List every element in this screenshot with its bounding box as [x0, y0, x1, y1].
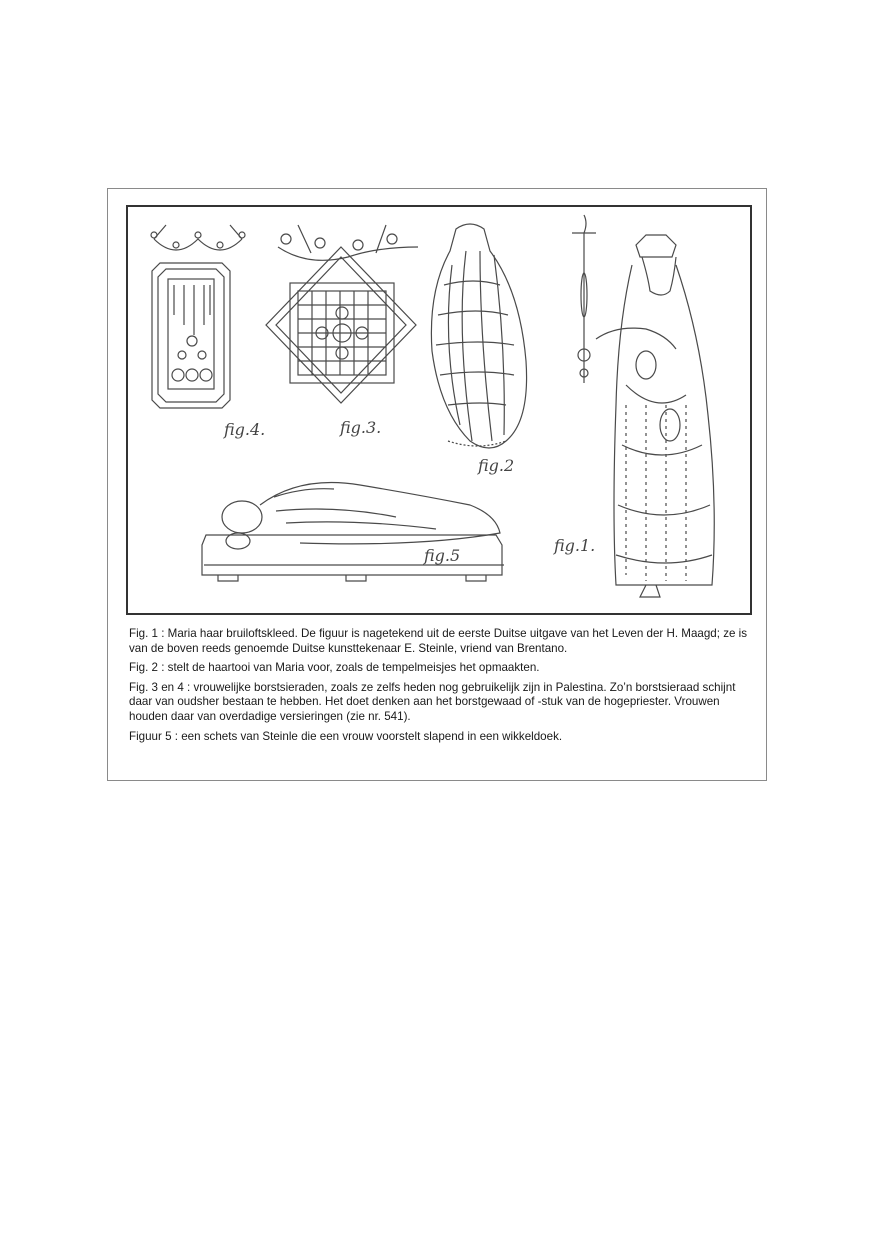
fig3-breastplate-drawing: [266, 225, 418, 437]
caption-fig5: Figuur 5 : een schets van Steinle die een vrouw voorstelt slapend in een wikkeldoek.: [129, 729, 563, 743]
fig4-pendant-drawing: [151, 225, 265, 439]
caption-fig3-4: Fig. 3 en 4 : vrouwelijke borstsieraden, zoals ze zelfs heden nog gebruikelijk zijn in Palestina. Zo’n borstsieraad schijnt daar van oudsher bestaan te hebben. Het doet denken aan het borstgewaad of -stuk van de hogepriester. Vrouwen houden daar van overdadige versieringen (zie nr. 541).: [129, 680, 736, 723]
fig1-label: fig.1.: [554, 536, 596, 555]
fig5-label: fig.5: [424, 546, 461, 565]
caption-fig1: Fig. 1 : Maria haar bruiloftskleed. De figuur is nagetekend uit de eerste Duitse uitgave van het Leven der H. Maagd; ze is van de boven reeds genoemde Duitse kunsttekenaar E. Steinle, vriend van Brentano.: [129, 627, 748, 655]
fig1-mary-drawing: [553, 215, 714, 597]
fig3-label: fig.3.: [340, 418, 382, 437]
engraving-illustration: [126, 205, 752, 615]
fig2-label: fig.2: [478, 456, 515, 475]
fig5-sleeping-figure-drawing: [202, 483, 504, 582]
caption-block: [129, 627, 754, 749]
fig2-hairnet-drawing: [431, 224, 526, 475]
caption-fig2: Fig. 2 : stelt de haartooi van Maria voor, zoals de tempelmeisjes het opmaakten.: [129, 661, 540, 675]
fig4-label: fig.4.: [224, 420, 266, 439]
